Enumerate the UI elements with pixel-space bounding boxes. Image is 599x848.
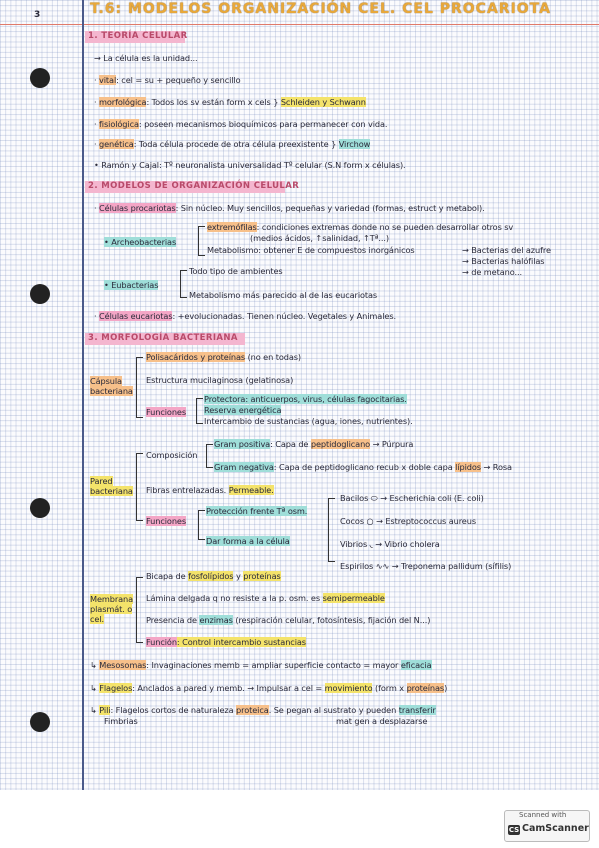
mesosomas-text: : Invaginaciones memb = ampliar superficie contacto = mayor xyxy=(146,660,399,670)
pili-text: : Flagelos cortos de naturaleza xyxy=(110,705,234,715)
eub-line-2: Metabolismo más parecido al de las eucariotas xyxy=(189,290,378,300)
gram-neg-label: Gram negativa xyxy=(214,462,274,472)
fibras-line xyxy=(146,485,274,496)
memb-line-4 xyxy=(146,637,306,648)
capsula-fun-2: Reserva energética xyxy=(204,405,282,415)
camscanner-logo-icon: CS xyxy=(508,826,520,834)
capsula-funciones: Funciones xyxy=(146,407,187,417)
brace xyxy=(180,270,181,298)
proteica: proteica xyxy=(236,705,269,715)
pili-line-2: mat gen a desplazarse xyxy=(336,716,428,726)
vital-text: : cel = su + pequeño y sencillo xyxy=(116,75,241,85)
eucariotas-text: : +evolucionadas. Tienen núcleo. Vegetales y Animales. xyxy=(172,311,397,321)
eubacterias-label: • Eubacterias xyxy=(104,280,159,290)
eficacia: eficacia xyxy=(400,660,432,670)
peptidoglicano: peptidoglicano xyxy=(310,439,371,449)
pili-label: Pili xyxy=(99,705,111,715)
gram-pos-line xyxy=(214,439,413,450)
eub-line-1: Todo tipo de ambientes xyxy=(189,266,283,276)
fisio-label: fisiológica xyxy=(99,119,139,129)
memb-line-2: Lámina delgada q no resiste a la p. osm. es semipermeable xyxy=(146,593,385,603)
section-1-heading: 1. TEORÍA CELULAR xyxy=(88,31,188,41)
gram-pos-text: : Capa de xyxy=(270,439,309,449)
proteinas-flagelo: proteínas xyxy=(406,683,445,693)
eucariotas-label: Células eucariotas xyxy=(99,311,173,321)
pared-funciones: Funciones xyxy=(146,516,187,526)
movimiento: movimiento xyxy=(324,683,373,693)
procariotas-label: Células procariotas xyxy=(99,203,176,213)
morfo-text: : Todos los sv están form x cels xyxy=(146,97,271,107)
camscanner-brand: CamScanner xyxy=(522,823,589,834)
archeo-example-1: → Bacterias del azufre xyxy=(462,245,551,255)
archeo-example-3: → de metano... xyxy=(462,267,523,277)
flagelos-text: : Anclados a pared y memb. → Impulsar a cel = xyxy=(132,683,323,693)
cell-unit-line: → La célula es la unidad... xyxy=(94,53,198,63)
brace xyxy=(198,226,199,256)
capsula-polisacaridos: Polisacáridos y proteínas xyxy=(146,352,246,362)
gen-text: : Toda célula procede de otra célula preexistente xyxy=(133,139,329,149)
binder-hole xyxy=(30,284,50,304)
permeable: Permeable. xyxy=(228,485,274,495)
archeo-example-2: → Bacterias halófilas xyxy=(462,256,545,266)
extremofilas-sub: (medios ácidos, ↑salinidad, ↑Tª...) xyxy=(250,233,390,243)
section-3-heading: 3. MORFOLOGÍA BACTERIANA xyxy=(88,333,238,343)
memb-line-3: Presencia de enzimas (respiración celular, fotosíntesis, fijación del N...) xyxy=(146,615,431,625)
gen-label: genética xyxy=(99,139,134,149)
espirilo-shape-icon: ∿∿ xyxy=(375,561,390,571)
vibrio-shape-icon: ◟ xyxy=(369,539,373,549)
membrana-label: Membrana plasmát. o cel. xyxy=(90,594,134,624)
proteinas-memb: proteínas xyxy=(243,571,281,581)
fosfolipidos: fosfolípidos xyxy=(188,571,234,581)
forma-vibrios: Vibrios ◟ → Vibrio cholera xyxy=(340,539,440,549)
scanned-with-text: Scanned with xyxy=(519,811,567,819)
binder-hole xyxy=(30,68,50,88)
enzimas: enzimas xyxy=(199,615,233,625)
forma-espirilos: Espirilos ∿∿ → Treponema pallidum (sífilis) xyxy=(340,561,512,571)
binder-hole xyxy=(30,712,50,732)
fisio-text: : poseen mecanismos bioquímicos para permanecer con vida. xyxy=(138,119,388,129)
capsula-fun-3: Intercambio de sustancias (agua, iones, nutrientes). xyxy=(204,416,413,426)
coco-shape-icon: ○ xyxy=(366,516,374,526)
semipermeable: semipermeable xyxy=(322,593,385,603)
archeo-metab: Metabolismo: obtener E de compuestos inorgánicos xyxy=(207,245,415,255)
forma-bacilos: Bacilos ⬭ → Escherichia coli (E. coli) xyxy=(340,493,484,503)
binder-hole xyxy=(30,498,50,518)
funcion-text: : Control intercambio sustancias xyxy=(176,637,306,647)
capsula-fun-1: Protectora: anticuerpos, virus, células fagocitarias. xyxy=(204,394,407,404)
pared-fun-2: Dar forma a la célula xyxy=(206,536,290,546)
morfo-label: morfológica xyxy=(99,97,147,107)
gen-name: Virchow xyxy=(338,139,371,149)
morfo-names: Schleiden y Schwann xyxy=(280,97,366,107)
pared-fun-1: Protección frente Tª osm. xyxy=(206,506,308,516)
capsula-note: (no en todas) xyxy=(247,352,301,362)
vital-line: · vital: cel = su + pequeño y sencillo xyxy=(94,75,241,85)
gram-neg-text: : Capa de peptidoglicano recub x doble capa xyxy=(273,462,453,472)
ramon-line: • Ramón y Cajal: Tº neuronalista universalidad Tº celular (S.N form x células). xyxy=(94,160,406,170)
mesosomas-line: ↳ Mesosomas: Invaginaciones memb = ampliar superficie contacto = mayor eficacia xyxy=(90,660,432,670)
extremofilas-line xyxy=(207,222,513,233)
eucariotas-line: · Células eucariotas: +evolucionadas. Tienen núcleo. Vegetales y Animales. xyxy=(94,311,397,321)
composicion-label: Composición xyxy=(146,450,198,460)
bacilo-shape-icon: ⬭ xyxy=(370,493,378,503)
top-rule xyxy=(0,24,599,25)
mesosomas-label: Mesosomas xyxy=(99,660,147,670)
capsula-line-2: Estructura mucilaginosa (gelatinosa) xyxy=(146,375,294,385)
brace xyxy=(136,453,137,521)
margin-line xyxy=(82,0,84,790)
genetica-line: · genética: Toda célula procede de otra célula preexistente } Virchow xyxy=(94,139,371,149)
page-number: 3 xyxy=(34,10,41,20)
archeo-label: • Archeobacterias xyxy=(104,237,177,247)
extremofilas-label: extremófilas xyxy=(207,222,257,232)
section-2-heading: 2. MODELOS DE ORGANIZACIÓN CELULAR xyxy=(88,181,300,191)
gram-pos-label: Gram positiva xyxy=(214,439,271,449)
gram-pos-color: → Púrpura xyxy=(372,439,414,449)
transferir: transferir xyxy=(398,705,436,715)
extremofilas-text: : condiciones extremas donde no se pueden desarrollar otros sv xyxy=(256,222,514,232)
gram-neg-line xyxy=(214,462,512,473)
gram-neg-color: → Rosa xyxy=(483,462,512,472)
fisio-line: · fisiológica: poseen mecanismos bioquímicos para permanecer con vida. xyxy=(94,119,388,129)
funcion-label: Función xyxy=(146,637,177,647)
memb-line-1: Bicapa de fosfolípidos y proteínas xyxy=(146,571,281,581)
brace xyxy=(328,498,329,562)
fibras-text: Fibras entrelazadas. xyxy=(146,485,227,495)
pared-label: Pared bacteriana xyxy=(90,476,133,496)
brace xyxy=(206,444,207,468)
procariotas-text: : Sin núcleo. Muy sencillos, pequeñas y variedad (formas, estruct y metabol). xyxy=(175,203,485,213)
forma-cocos: Cocos ○ → Estreptococcus aureus xyxy=(340,516,477,526)
procariotas-line: · Células procariotas: Sin núcleo. Muy sencillos, pequeñas y variedad (formas, estruct y metabol). xyxy=(94,203,485,213)
vital-label: vital xyxy=(99,75,117,85)
capsula-line-1 xyxy=(146,352,301,363)
brace xyxy=(198,510,199,540)
brace xyxy=(136,357,137,418)
brace xyxy=(196,398,197,424)
brace xyxy=(136,577,137,643)
flagelos-label: Flagelos xyxy=(99,683,133,693)
page-title: T.6: MODELOS ORGANIZACIÓN CEL. CEL PROCARIOTA xyxy=(90,1,551,17)
flagelos-line: ↳ Flagelos: Anclados a pared y memb. → Impulsar a cel = movimiento (form x proteínas) xyxy=(90,683,448,693)
lipidos: lípidos xyxy=(455,462,481,472)
morfo-line: · morfológica: Todos los sv están form x cels } Schleiden y Schwann xyxy=(94,97,366,107)
capsula-label: Cápsula bacteriana xyxy=(90,376,133,396)
pili-line: ↳ Pili: Flagelos cortos de naturaleza proteica. Se pegan al sustrato y pueden transferir xyxy=(90,705,436,715)
fimbrias-label: Fimbrias xyxy=(104,716,138,726)
